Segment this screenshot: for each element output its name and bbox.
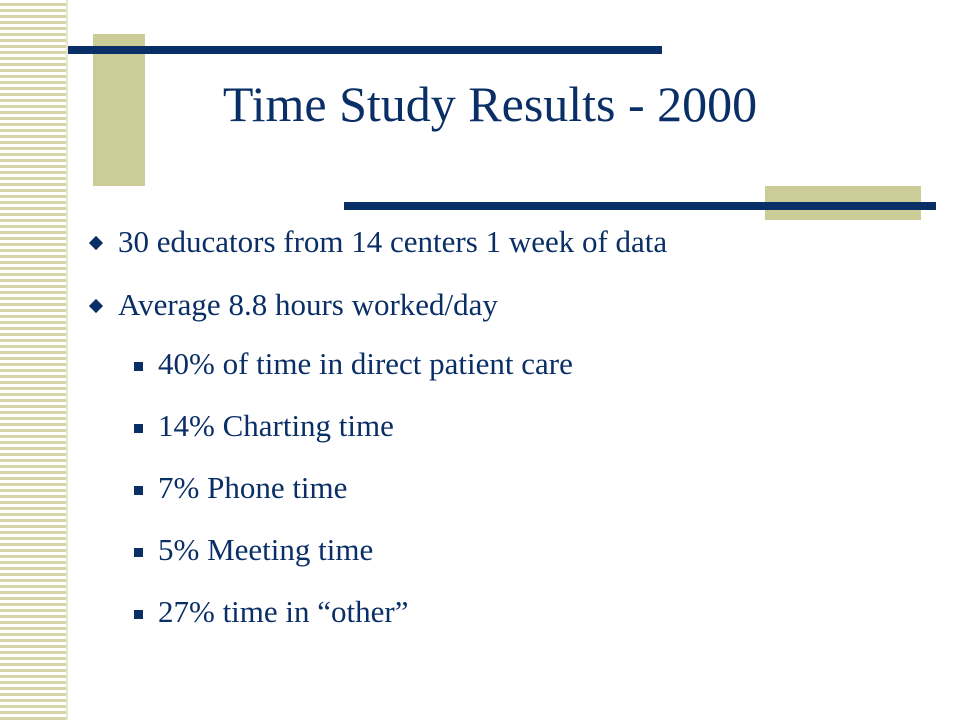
square-bullet-icon	[134, 424, 143, 433]
bottom-navy-rule	[344, 202, 936, 210]
sub-bullet-item	[158, 592, 409, 632]
sub-bullet-item	[158, 468, 347, 508]
square-bullet-icon	[134, 486, 143, 495]
diamond-bullet-icon	[89, 299, 103, 313]
sub-bullet-text: 27% time in “other”	[158, 594, 409, 629]
square-bullet-icon	[134, 362, 143, 371]
striped-side-band	[0, 0, 68, 720]
top-navy-rule	[68, 46, 662, 54]
bullet-item	[118, 222, 667, 262]
diamond-bullet-icon	[89, 236, 103, 250]
bullet-text: 30 educators from 14 centers 1 week of data	[118, 224, 668, 259]
vertical-tan-accent	[93, 34, 145, 186]
slide-title: Time Study Results - 2000	[222, 76, 758, 132]
sub-bullet-text: 7% Phone time	[158, 470, 348, 505]
square-bullet-icon	[134, 548, 143, 557]
bullet-text: Average 8.8 hours worked/day	[118, 287, 498, 322]
sub-bullet-text: 5% Meeting time	[158, 532, 374, 567]
sub-bullet-item	[158, 406, 394, 446]
sub-bullet-item	[158, 344, 573, 384]
sub-bullet-item	[158, 530, 373, 570]
sub-bullet-text: 40% of time in direct patient care	[158, 346, 573, 381]
sub-bullet-text: 14% Charting time	[158, 408, 394, 443]
bullet-item	[118, 285, 498, 325]
square-bullet-icon	[134, 610, 143, 619]
